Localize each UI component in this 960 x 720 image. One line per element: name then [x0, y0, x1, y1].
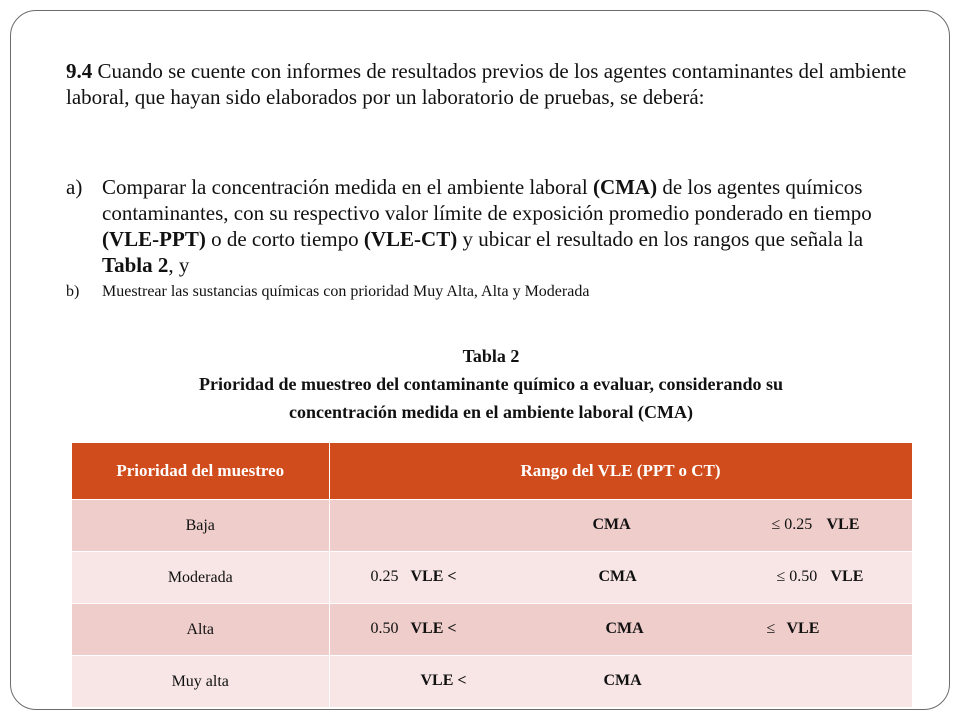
- list-a-text-5: , y: [168, 253, 190, 277]
- priority-cell: Muy alta: [72, 656, 329, 708]
- section-number: 9.4: [66, 59, 93, 83]
- low-operator: VLE <: [410, 568, 457, 585]
- high-operator: ≤ 0.50: [776, 568, 818, 585]
- low-operator: VLE <: [420, 672, 467, 689]
- list-b-text: Muestrear las sustancias químicas con prioridad Muy Alta, Alta y Moderada: [102, 283, 590, 300]
- range-cell: [329, 656, 912, 708]
- priority-cell: Baja: [72, 500, 329, 552]
- intro-text: Cuando se cuente con informes de resultados previos de los agentes contaminantes del ambiente laboral, que hayan sido elaborados por un laboratorio de pruebas, se deberá:: [66, 59, 907, 109]
- table-caption-line-3: concentración medida en el ambiente laboral (CMA): [289, 402, 693, 422]
- table-caption-title: Tabla 2: [462, 346, 520, 366]
- range-cell: [329, 500, 912, 552]
- priority-table: [72, 443, 913, 707]
- low-operator: VLE <: [410, 620, 457, 637]
- list-a-bold-tabla: Tabla 2: [102, 253, 169, 277]
- list-marker-a: a): [66, 175, 83, 199]
- low-factor: 0.25: [370, 568, 399, 585]
- header-priority: Prioridad del muestreo: [72, 443, 329, 500]
- table-row: [72, 500, 912, 552]
- range-cell: [329, 604, 912, 656]
- high-vle: VLE: [830, 568, 864, 585]
- cma-label: CMA: [603, 672, 642, 689]
- table-row: [72, 552, 912, 604]
- list-item-b: [66, 281, 916, 303]
- priority-cell: Alta: [72, 604, 329, 656]
- cma-label: CMA: [592, 516, 631, 533]
- list-a-text-3: o de corto tiempo: [205, 227, 364, 251]
- list-a-text-4: y ubicar el resultado en los rangos que señala la: [457, 227, 864, 251]
- header-range: Rango del VLE (PPT o CT): [329, 443, 912, 500]
- list-a-bold-cma: (CMA): [592, 175, 658, 199]
- high-operator: ≤: [766, 620, 776, 637]
- priority-cell: Moderada: [72, 552, 329, 604]
- list-item-a: [66, 174, 916, 278]
- list-a-text-1: Comparar la concentración medida en el ambiente laboral: [102, 175, 593, 199]
- table-row: [72, 656, 912, 708]
- low-factor: 0.50: [370, 620, 399, 637]
- high-vle: VLE: [786, 620, 820, 637]
- instruction-list: [66, 174, 916, 303]
- list-marker-b: b): [66, 283, 80, 300]
- cma-label: CMA: [598, 568, 637, 585]
- table-header-row: [72, 443, 912, 500]
- high-vle: VLE: [826, 516, 860, 533]
- table-caption-line-2: Prioridad de muestreo del contaminante químico a evaluar, considerando su: [198, 374, 783, 394]
- list-a-bold-vle-ct: (VLE-CT): [363, 227, 458, 251]
- intro-paragraph: [66, 58, 916, 110]
- range-cell: [329, 552, 912, 604]
- list-a-bold-vle-ppt: (VLE-PPT): [102, 227, 206, 251]
- list-a-text-2: de los agentes químicos contaminantes, con su respectivo valor límite de exposición promedio ponderado en tiempo: [102, 175, 872, 225]
- cma-label: CMA: [605, 620, 644, 637]
- high-operator: ≤ 0.25: [771, 516, 813, 533]
- table-row: [72, 604, 912, 656]
